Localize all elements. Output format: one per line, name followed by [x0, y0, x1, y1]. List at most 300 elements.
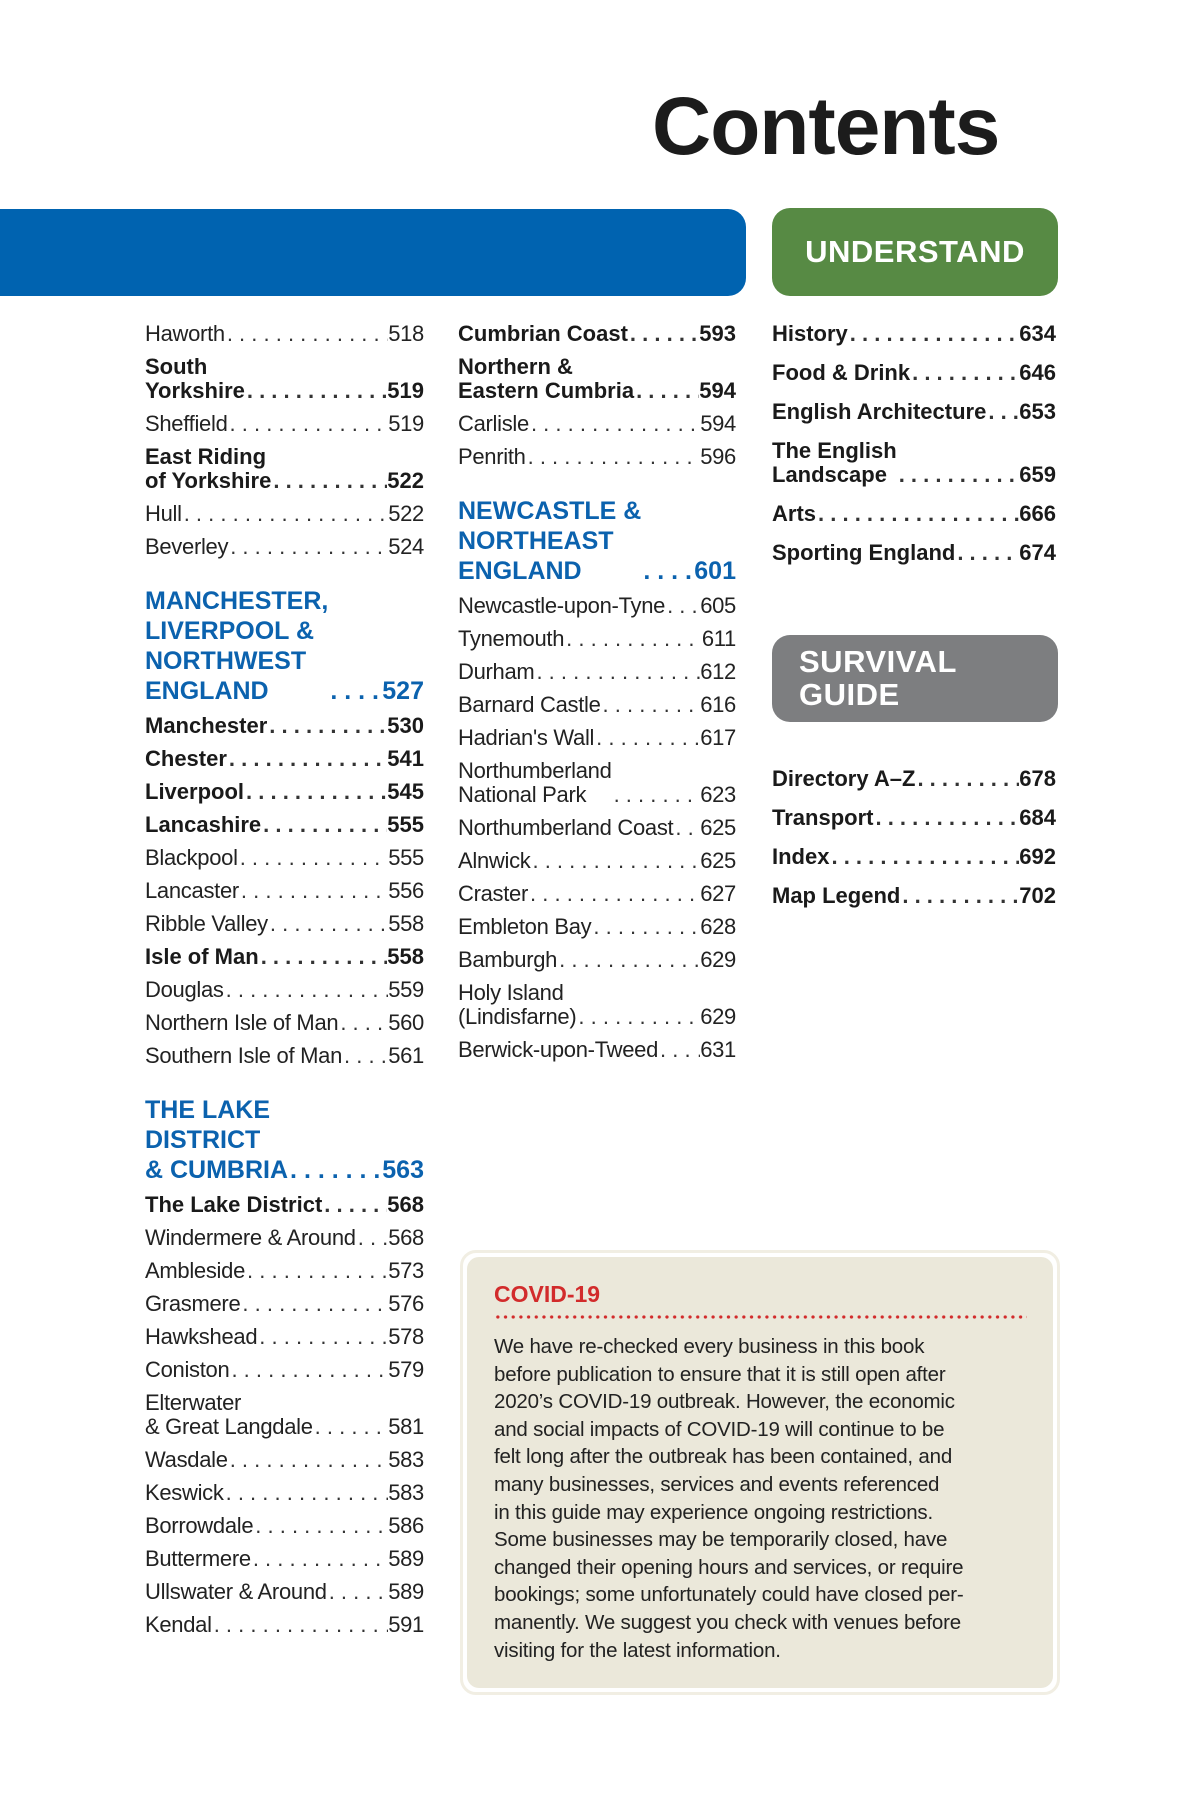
dot-leader	[267, 714, 387, 738]
dot-leader	[212, 1613, 388, 1637]
dot-leader	[641, 556, 694, 586]
toc-entry-title-line: (Lindisfarne)	[458, 1004, 577, 1029]
toc-page-number: 561	[388, 1043, 424, 1068]
toc-entry[interactable]	[772, 767, 1056, 791]
dot-leader	[245, 1259, 388, 1283]
toc-entry-title-line: Chester	[145, 746, 227, 771]
covid-body-line: Some businesses may be temporarily closed, have	[494, 1528, 948, 1552]
toc-entry-title	[145, 535, 228, 559]
toc-entry-title-line: Tynemouth	[458, 626, 565, 651]
toc-page-number: 625	[700, 848, 736, 873]
toc-entry-title	[772, 541, 955, 565]
toc-entry-title-line: Bamburgh	[458, 947, 558, 972]
toc-page-number: 629	[700, 1004, 736, 1029]
toc-page-number: 555	[387, 812, 424, 837]
toc-column-2	[458, 322, 736, 1071]
toc-page-number: 589	[388, 1579, 424, 1604]
toc-entry-title	[145, 1095, 288, 1185]
toc-entry-title-line: Borrowdale	[145, 1513, 254, 1538]
toc-entry-title-line: Directory A–Z	[772, 766, 916, 791]
toc-entry-title-line: Index	[772, 844, 830, 869]
toc-understand-list	[772, 322, 1056, 580]
covid-body-line: felt long after the outbreak has been contained, and	[494, 1445, 953, 1469]
toc-entry-title	[458, 849, 530, 873]
toc-entry-title-line: Penrith	[458, 444, 526, 469]
toc-entry-title-line: NEWCASTLE &	[458, 497, 642, 525]
dot-leader	[229, 1358, 388, 1382]
toc-page-number: 623	[700, 782, 736, 807]
dot-leader	[529, 412, 700, 436]
toc-entry-title-line: Douglas	[145, 977, 224, 1002]
toc-entry-title-line: Northumberland	[458, 758, 612, 783]
toc-entry-title	[772, 806, 873, 830]
toc-entry-title-line: The English	[772, 438, 897, 463]
dot-leader	[224, 1481, 389, 1505]
covid-notice-inner	[467, 1257, 1053, 1688]
dot-leader	[526, 445, 701, 469]
toc-entry-title-line: Lancashire	[145, 812, 262, 837]
toc-entry[interactable]	[145, 1193, 424, 1217]
toc-page-number: 692	[1019, 844, 1056, 869]
toc-entry[interactable]	[145, 1325, 424, 1349]
toc-page-number: 631	[700, 1037, 736, 1062]
survival-guide-section-tab[interactable]	[772, 635, 1058, 722]
covid-body-line: visiting for the latest information.	[494, 1638, 781, 1662]
toc-entry[interactable]	[145, 813, 424, 837]
dot-leader	[829, 845, 1019, 869]
dot-leader	[534, 660, 700, 684]
toc-entry[interactable]	[145, 355, 424, 403]
toc-page-number: 558	[388, 911, 424, 936]
toc-entry[interactable]	[772, 502, 1056, 526]
dot-leader	[268, 912, 388, 936]
toc-entry[interactable]	[145, 412, 424, 436]
toc-entry-title	[145, 1011, 338, 1035]
toc-entry[interactable]	[145, 1391, 424, 1439]
toc-page-number: 541	[387, 746, 424, 771]
toc-entry-title	[458, 693, 601, 717]
toc-entry-title	[145, 1292, 240, 1316]
toc-entry-title	[145, 1514, 253, 1538]
dot-leader	[557, 948, 700, 972]
dot-leader	[816, 502, 1019, 526]
toc-entry-title-line: Northumberland Coast	[458, 815, 674, 840]
dot-leader	[240, 1292, 388, 1316]
toc-entry-title	[458, 915, 591, 939]
toc-entry-title-line: MANCHESTER,	[145, 587, 329, 615]
toc-entry-title-line: Sheffield	[145, 411, 228, 436]
dot-leader	[228, 535, 388, 559]
toc-entry-title-line: NORTHEAST	[458, 527, 614, 555]
toc-page-number: 591	[388, 1612, 424, 1637]
toc-entry-title	[458, 816, 673, 840]
toc-entry[interactable]	[772, 845, 1056, 869]
toc-page-number: 596	[700, 444, 736, 469]
toc-entry[interactable]	[145, 322, 424, 346]
dot-leader	[288, 1155, 382, 1185]
toc-entry-title	[145, 1044, 342, 1068]
toc-entry-title-line: English Architecture	[772, 399, 987, 424]
toc-entry[interactable]	[145, 747, 424, 771]
covid-body-line: many businesses, services and events referenced	[494, 1472, 940, 1496]
toc-entry-title	[145, 780, 244, 804]
toc-page-number: 612	[700, 659, 736, 684]
toc-entry-title-line: Sporting England	[772, 540, 956, 565]
toc-entry[interactable]	[145, 1448, 424, 1472]
understand-section-tab[interactable]: UNDERSTAND	[772, 208, 1058, 296]
covid-notice-body	[494, 1333, 1027, 1664]
toc-entry-title-line: Kendal	[145, 1612, 212, 1637]
toc-entry[interactable]	[458, 693, 736, 717]
toc-entry-title	[145, 502, 182, 526]
toc-entry-title-line: Northern Isle of Man	[145, 1010, 339, 1035]
toc-entry-title-line: & Great Langdale	[145, 1414, 313, 1439]
toc-entry-title	[772, 400, 986, 424]
dot-leader	[271, 469, 387, 493]
toc-entry[interactable]	[458, 660, 736, 684]
toc-entry[interactable]	[145, 846, 424, 870]
toc-entry-title	[145, 813, 261, 837]
toc-entry-title-line: Isle of Man	[145, 944, 259, 969]
toc-entry-title-line: Hawkshead	[145, 1324, 258, 1349]
toc-entry-title	[145, 1547, 251, 1571]
toc-entry-title	[145, 1481, 224, 1505]
dot-leader	[628, 322, 699, 346]
toc-entry-title	[145, 1358, 229, 1382]
toc-entry-title-line: Durham	[458, 659, 535, 684]
toc-entry[interactable]	[772, 439, 1056, 487]
toc-entry-title	[145, 1391, 313, 1439]
toc-page-number: 646	[1019, 360, 1056, 385]
toc-page-number: 581	[388, 1414, 424, 1439]
toc-entry-title-line: Northern &	[458, 354, 573, 379]
toc-entry[interactable]	[772, 400, 1056, 424]
dot-leader	[564, 627, 702, 651]
toc-entry[interactable]	[458, 322, 736, 346]
toc-entry-title-line: Windermere & Around	[145, 1225, 356, 1250]
survival-label-line-2: GUIDE	[799, 677, 900, 712]
dot-leader	[259, 945, 388, 969]
toc-entry-title	[458, 981, 576, 1029]
toc-entry[interactable]	[145, 879, 424, 903]
dot-leader	[910, 361, 1019, 385]
toc-entry-title	[458, 322, 628, 346]
toc-entry-title	[145, 586, 328, 706]
toc-page-number: 527	[382, 677, 424, 705]
toc-entry-title	[458, 627, 564, 651]
toc-entry[interactable]	[145, 1547, 424, 1571]
toc-page-number: 616	[700, 692, 736, 717]
dot-leader	[251, 1547, 388, 1571]
toc-entry-title	[145, 1580, 327, 1604]
toc-entry[interactable]	[145, 1613, 424, 1637]
toc-entry[interactable]	[458, 627, 736, 651]
toc-entry[interactable]	[145, 1259, 424, 1283]
toc-page-number: 678	[1019, 766, 1056, 791]
dot-leader	[228, 1448, 389, 1472]
dot-leader	[915, 767, 1019, 791]
toc-entry[interactable]	[145, 780, 424, 804]
toc-entry-title	[145, 879, 239, 903]
toc-page-number: 627	[700, 881, 736, 906]
toc-entry-title-line: DISTRICT	[145, 1126, 261, 1154]
toc-entry-title-line: Carlisle	[458, 411, 529, 436]
toc-entry-title	[458, 496, 641, 586]
toc-entry-title-line: of Yorkshire	[145, 468, 272, 493]
toc-page-number: 519	[388, 411, 424, 436]
toc-entry-title-line: NORTHWEST	[145, 647, 307, 675]
toc-entry[interactable]	[458, 412, 736, 436]
toc-page-number: 589	[388, 1546, 424, 1571]
covid-body-line: changed their opening hours and services, or require	[494, 1555, 964, 1579]
covid-body-line: manently. We suggest you check with venues before	[494, 1610, 961, 1634]
page-title: Contents	[652, 81, 1000, 172]
toc-entry[interactable]	[458, 445, 736, 469]
toc-entry-title	[145, 412, 228, 436]
toc-entry-title	[458, 759, 612, 807]
dot-leader	[245, 379, 387, 403]
toc-page-number: 568	[388, 1225, 424, 1250]
toc-entry-title-line: Ribble Valley	[145, 911, 268, 936]
toc-page-number: 530	[387, 713, 424, 738]
toc-entry-title-line: Liverpool	[145, 779, 245, 804]
toc-entry-title	[772, 767, 915, 791]
toc-entry[interactable]	[145, 535, 424, 559]
toc-entry[interactable]	[458, 726, 736, 750]
toc-page-number: 568	[387, 1192, 424, 1217]
toc-entry-title-line: Transport	[772, 805, 874, 830]
toc-page-number: 594	[700, 411, 736, 436]
toc-entry[interactable]	[145, 1580, 424, 1604]
toc-entry[interactable]	[772, 884, 1056, 908]
toc-page-number: 617	[700, 725, 736, 750]
dot-leader	[576, 1005, 700, 1029]
toc-entry-title	[772, 845, 829, 869]
toc-page-number: 558	[387, 944, 424, 969]
toc-page-number: 522	[388, 501, 424, 526]
toc-entry-title	[145, 322, 225, 346]
toc-entry-title-line: Cumbrian Coast	[458, 321, 628, 346]
dot-leader	[986, 400, 1019, 424]
toc-page-number: 601	[694, 557, 736, 585]
toc-page-number: 625	[700, 815, 736, 840]
toc-entry[interactable]	[458, 981, 736, 1029]
toc-entry-title	[458, 948, 557, 972]
toc-entry-title	[458, 1038, 658, 1062]
toc-entry[interactable]	[145, 1514, 424, 1538]
toc-page-number: 522	[387, 468, 424, 493]
toc-entry-title-line: Arts	[772, 501, 817, 526]
toc-page-number: 659	[1019, 462, 1056, 487]
toc-entry-title-line: Hull	[145, 501, 182, 526]
toc-entry-title	[145, 1193, 322, 1217]
toc-entry-title	[145, 1325, 257, 1349]
toc-entry-title	[458, 882, 528, 906]
covid-body-line: 2020’s COVID-19 outbreak. However, the economic	[494, 1390, 955, 1414]
toc-entry-title-line: Ullswater & Around	[145, 1579, 327, 1604]
toc-entry-title-line: Lancaster	[145, 878, 239, 903]
toc-entry-title	[458, 726, 594, 750]
covid-body-line: in this guide may experience ongoing restrictions.	[494, 1500, 933, 1524]
toc-entry[interactable]	[145, 1358, 424, 1382]
toc-page-number: 702	[1019, 883, 1056, 908]
dot-leader	[182, 502, 388, 526]
dot-leader	[342, 1044, 388, 1068]
toc-entry-title	[145, 1226, 356, 1250]
dot-leader	[673, 816, 700, 840]
toc-entry[interactable]	[458, 849, 736, 873]
covid-notice-title: COVID-19	[494, 1281, 601, 1307]
toc-page-number: 611	[701, 626, 736, 651]
toc-chapter-heading[interactable]	[458, 496, 736, 586]
toc-entry-title-line: LIVERPOOL &	[145, 617, 315, 645]
toc-entry-title	[145, 978, 224, 1002]
toc-entry-title	[772, 502, 816, 526]
toc-page-number: 583	[388, 1447, 424, 1472]
toc-page-number: 684	[1019, 805, 1056, 830]
toc-entry-title-line: Southern Isle of Man	[145, 1043, 343, 1068]
toc-entry[interactable]	[145, 1011, 424, 1035]
toc-page-number: 578	[388, 1324, 424, 1349]
toc-page-number: 518	[388, 321, 424, 346]
toc-entry[interactable]	[145, 945, 424, 969]
toc-chapter-heading[interactable]	[145, 586, 424, 706]
toc-entry-title	[145, 846, 238, 870]
dot-leader	[530, 849, 700, 873]
toc-entry-title	[772, 439, 897, 487]
toc-entry-title-line: Coniston	[145, 1357, 230, 1382]
toc-entry-title	[145, 945, 259, 969]
dot-leader	[261, 813, 387, 837]
toc-entry[interactable]	[458, 594, 736, 618]
toc-entry-title-line: Yorkshire	[145, 378, 245, 403]
toc-entry[interactable]	[145, 912, 424, 936]
toc-page-number: 573	[388, 1258, 424, 1283]
dot-leader	[528, 882, 700, 906]
dot-leader	[634, 379, 699, 403]
toc-entry-title-line: Holy Island	[458, 980, 564, 1005]
dot-leader	[227, 747, 387, 771]
toc-page-number: 586	[388, 1513, 424, 1538]
dot-leader	[244, 780, 387, 804]
toc-entry-title-line: History	[772, 321, 848, 346]
toc-entry[interactable]	[145, 1292, 424, 1316]
covid-body-line: We have re-checked every business in this book	[494, 1335, 925, 1358]
toc-entry-title-line: Manchester	[145, 713, 268, 738]
covid-body-line: before publication to ensure that it is still open after	[494, 1362, 946, 1386]
toc-page-number: 524	[388, 534, 424, 559]
covid-notice-box	[460, 1250, 1060, 1695]
dot-leader	[900, 884, 1019, 908]
dot-leader	[322, 1193, 387, 1217]
toc-entry-title-line: Buttermere	[145, 1546, 251, 1571]
dot-leader	[327, 1580, 389, 1604]
toc-survival-list	[772, 767, 1056, 923]
toc-entry-title	[145, 747, 227, 771]
toc-page-number: 579	[388, 1357, 424, 1382]
toc-entry[interactable]	[458, 1038, 736, 1062]
dot-leader	[848, 322, 1019, 346]
toc-entry[interactable]	[458, 882, 736, 906]
toc-entry-title-line: South	[145, 354, 208, 379]
covid-body-line: and social impacts of COVID-19 will continue to be	[494, 1417, 945, 1441]
toc-entry[interactable]	[772, 806, 1056, 830]
toc-entry-title	[145, 445, 271, 493]
toc-page-number: 519	[387, 378, 424, 403]
toc-page-number: 560	[388, 1010, 424, 1035]
toc-entry-title-line: ENGLAND	[458, 557, 582, 585]
toc-entry-title-line: Wasdale	[145, 1447, 228, 1472]
toc-entry-title-line: National Park	[458, 782, 587, 807]
toc-page-number: 594	[699, 378, 736, 403]
toc-entry[interactable]	[145, 1481, 424, 1505]
dot-leader	[658, 1038, 700, 1062]
section-color-bar	[0, 209, 746, 296]
dot-leader	[665, 594, 700, 618]
toc-entry[interactable]	[145, 978, 424, 1002]
toc-entry-title	[145, 1448, 228, 1472]
toc-entry[interactable]	[145, 445, 424, 493]
dot-leader	[601, 693, 701, 717]
toc-entry-title	[458, 660, 534, 684]
dot-leader	[338, 1011, 388, 1035]
toc-entry-title	[145, 714, 267, 738]
covid-body-line: bookings; some unfortunately could have closed per-	[494, 1583, 964, 1607]
toc-entry[interactable]	[772, 322, 1056, 346]
toc-entry[interactable]	[458, 915, 736, 939]
toc-entry-title-line: Blackpool	[145, 845, 238, 870]
toc-page-number: 653	[1019, 399, 1056, 424]
toc-entry-title-line: Food & Drink	[772, 360, 911, 385]
dot-leader	[328, 676, 382, 706]
toc-entry[interactable]	[772, 361, 1056, 385]
toc-entry[interactable]	[145, 502, 424, 526]
toc-entry[interactable]	[145, 1044, 424, 1068]
toc-entry-title-line: & CUMBRIA	[145, 1156, 289, 1184]
toc-entry[interactable]	[145, 714, 424, 738]
dot-leader	[612, 783, 701, 807]
toc-entry[interactable]	[458, 355, 736, 403]
toc-entry-title-line: Embleton Bay	[458, 914, 592, 939]
toc-entry-title-line: ENGLAND	[145, 677, 269, 705]
toc-entry-title-line: Map Legend	[772, 883, 901, 908]
dot-leader	[239, 879, 388, 903]
toc-page-number: 629	[700, 947, 736, 972]
toc-entry-title	[458, 355, 634, 403]
toc-chapter-heading[interactable]	[145, 1095, 424, 1185]
toc-page-number: 605	[700, 593, 736, 618]
toc-entry-title	[145, 912, 268, 936]
dot-leader	[873, 806, 1019, 830]
toc-page-number: 556	[388, 878, 424, 903]
toc-entry-title-line: Haworth	[145, 321, 225, 346]
toc-entry-title-line: Elterwater	[145, 1390, 242, 1415]
toc-column-1	[145, 322, 424, 1646]
toc-entry[interactable]	[458, 759, 736, 807]
toc-entry[interactable]	[458, 948, 736, 972]
toc-entry[interactable]	[145, 1226, 424, 1250]
toc-entry-title-line: Newcastle-upon-Tyne	[458, 593, 666, 618]
dot-leader	[225, 322, 388, 346]
toc-entry-title-line: The Lake District	[145, 1192, 323, 1217]
toc-entry-title	[458, 412, 529, 436]
toc-entry-title-line: Eastern Cumbria	[458, 378, 635, 403]
toc-page-number: 555	[388, 845, 424, 870]
toc-entry[interactable]	[772, 541, 1056, 565]
toc-entry[interactable]	[458, 816, 736, 840]
toc-entry-title	[458, 445, 526, 469]
toc-entry-title-line: Alnwick	[458, 848, 531, 873]
